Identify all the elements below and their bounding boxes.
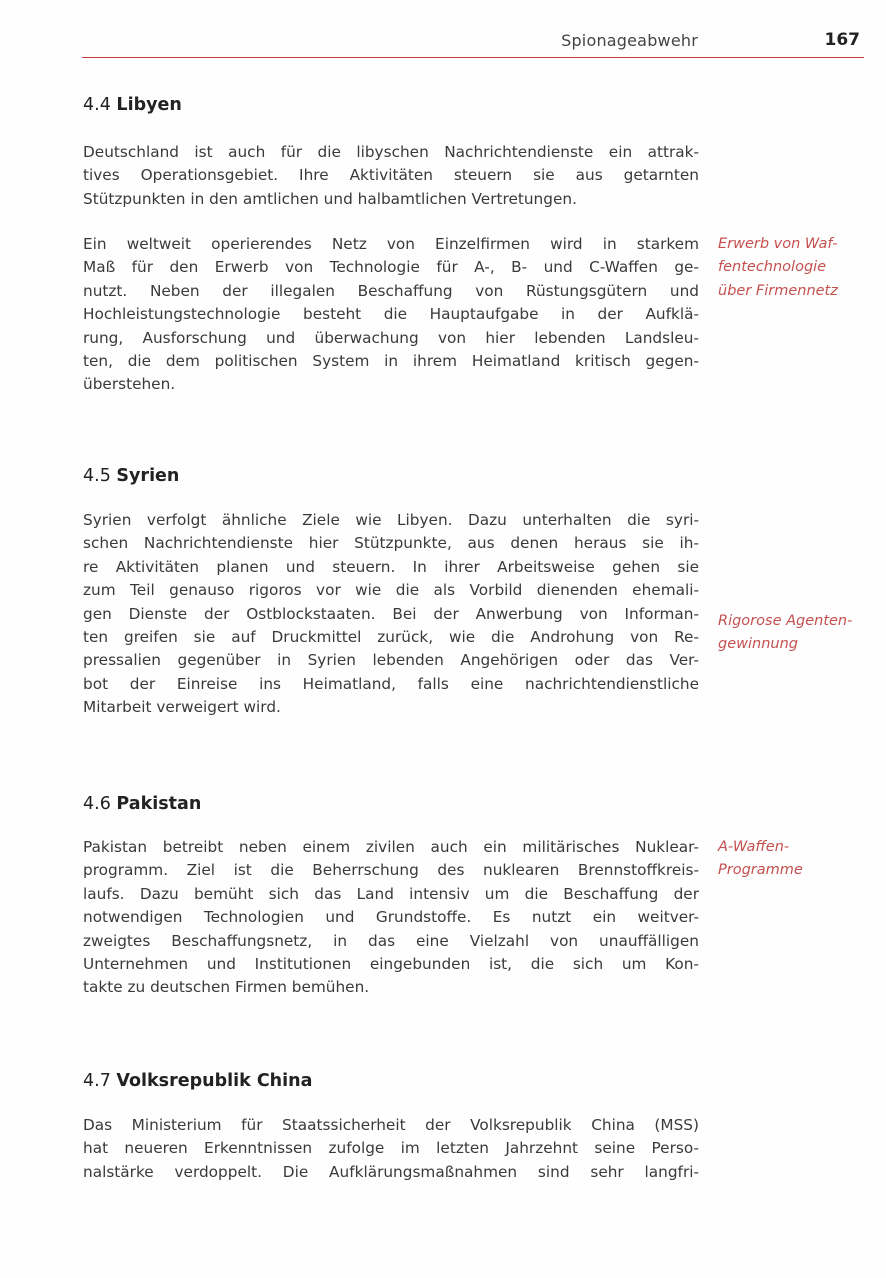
text-line: Ein weltweit operierendes Netz von Einzelfirmen wird in starkem (83, 235, 699, 253)
text-line: hat neueren Erkenntnissen zufolge im letzten Jahrzehnt seine Perso- (83, 1139, 699, 1158)
running-title: Spionageabwehr (561, 31, 698, 50)
margin-note-agentengewinnung (718, 610, 878, 657)
section-heading-china (83, 1071, 312, 1091)
margin-note-line: A-Waffen- (718, 839, 790, 855)
section-title: Libyen (116, 95, 182, 115)
section-title: Volksrepublik China (116, 1071, 313, 1091)
header-rule (82, 57, 864, 58)
running-header (82, 27, 864, 57)
text-line: ten greifen sie auf Druckmittel zurück, wie die Androhung von Re- (83, 627, 699, 646)
text-line: takte zu deutschen Firmen bemühen. (83, 978, 370, 997)
text-line: Syrien verfolgt ähnliche Ziele wie Libyen. Dazu unterhalten die syri- (83, 511, 699, 529)
section-title: Pakistan (116, 794, 202, 814)
margin-note-line: Rigorose Agenten- (718, 613, 853, 629)
text-line: laufs. Dazu bemüht sich das Land intensiv um die Beschaffung der (83, 884, 699, 903)
paragraph-libyen-2 (83, 233, 699, 397)
text-line: Pakistan betreibt neben einem zivilen auch ein militärisches Nuklear- (83, 838, 699, 856)
text-line: Stützpunkten in den amtlichen und halbamtlichen Vertretungen. (83, 189, 577, 208)
text-line: Unternehmen und Institutionen eingebunden ist, die sich um Kon- (83, 954, 699, 973)
section-heading-pakistan (83, 794, 201, 814)
paragraph-libyen-1 (83, 141, 699, 211)
paragraph-pakistan (83, 836, 699, 1000)
text-line: Deutschland ist auch für die libyschen Nachrichtendienste ein attrak- (83, 143, 699, 161)
page-number: 167 (824, 30, 860, 50)
margin-note-line: Programme (718, 862, 803, 879)
section-number: 4.7 (83, 1071, 111, 1091)
paragraph-syrien (83, 509, 699, 720)
text-line: programm. Ziel ist die Beherrschung des nuklearen Brennstoffkreis- (83, 861, 699, 880)
section-heading-syrien (83, 466, 179, 486)
section-title: Syrien (116, 466, 180, 486)
text-line: notwendigen Technologien und Grundstoffe. Es nutzt ein weitver- (83, 908, 699, 927)
section-number: 4.5 (83, 466, 111, 486)
text-line: gen Dienste der Ostblockstaaten. Bei der Anwerbung von Informan- (83, 604, 699, 623)
text-line: Maß für den Erwerb von Technologie für A-, B- und C-Waffen ge- (83, 258, 699, 277)
text-line: tives Operationsgebiet. Ihre Aktivitäten steuern sie aus getarnten (83, 166, 699, 185)
text-line: Mitarbeit verweigert wird. (83, 698, 281, 717)
section-number: 4.4 (83, 95, 111, 115)
margin-note-line: fentechnologie (718, 259, 827, 276)
text-line: zweigtes Beschaffungsnetz, in das eine Vielzahl von unauffälligen (83, 931, 699, 950)
section-heading-libyen (83, 95, 182, 115)
text-line: Hochleistungstechnologie besteht die Hauptaufgabe in der Aufklä- (83, 305, 699, 324)
margin-note-a-waffen (718, 836, 878, 883)
text-line: Das Ministerium für Staatssicherheit der Volksrepublik China (MSS) (83, 1116, 699, 1134)
margin-note-line: über Firmennetz (718, 282, 838, 299)
text-line: bot der Einreise ins Heimatland, falls eine nachrichtendienstliche (83, 674, 699, 693)
text-line: pressalien gegenüber in Syrien lebenden Angehörigen oder das Ver- (83, 651, 699, 670)
text-line: rung, Ausforschung und überwachung von hier lebenden Landsleu- (83, 328, 699, 347)
text-line: nalstärke verdoppelt. Die Aufklärungsmaßnahmen sind sehr langfri- (83, 1162, 699, 1181)
paragraph-china (83, 1114, 699, 1184)
text-line: schen Nachrichtendienste hier Stützpunkte, aus denen heraus sie ih- (83, 534, 699, 553)
margin-note-line: gewinnung (718, 636, 798, 653)
text-line: ten, die dem politischen System in ihrem Heimatland kritisch gegen- (83, 351, 699, 370)
text-line: re Aktivitäten planen und steuern. In ihrer Arbeitsweise gehen sie (83, 557, 699, 576)
text-line: nutzt. Neben der illegalen Beschaffung von Rüstungsgütern und (83, 281, 699, 300)
margin-note-waffentechnologie (718, 233, 878, 303)
margin-note-line: Erwerb von Waf- (718, 236, 838, 252)
text-line: überstehen. (83, 375, 176, 394)
text-line: zum Teil genauso rigoros vor wie die als Vorbild dienenden ehemali- (83, 581, 699, 600)
section-number: 4.6 (83, 794, 111, 814)
